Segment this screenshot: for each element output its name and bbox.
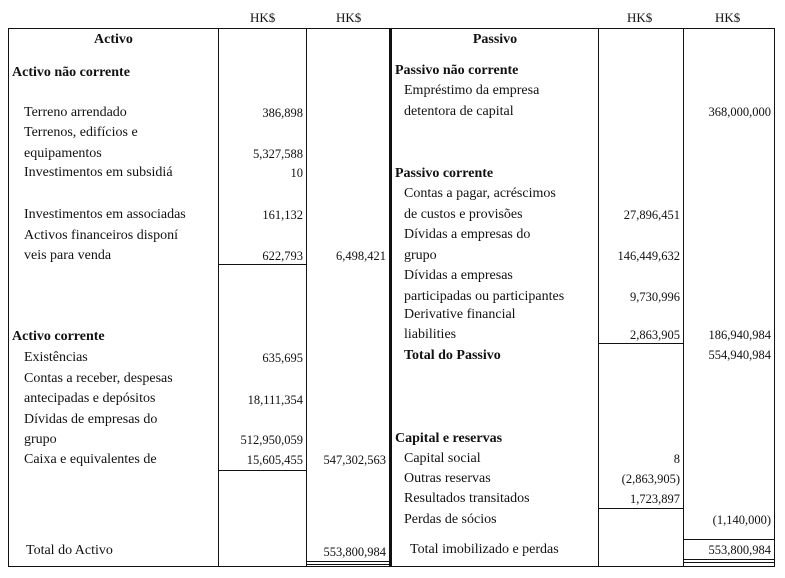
passivo-item-label: liabilities xyxy=(404,327,457,342)
passivo-item-label: Dívidas a empresas xyxy=(404,268,513,283)
total-passivo-label: Total do Passivo xyxy=(404,348,501,363)
capital-item-label: Perdas de sócios xyxy=(404,512,497,527)
activo-item-label: Dívidas de empresas do xyxy=(24,412,158,427)
passivo-item-label: Contas a pagar, acréscimos xyxy=(404,186,556,201)
activo-item-value: 161,132 xyxy=(262,208,303,222)
activo-nao-corrente-heading: Activo não corrente xyxy=(12,65,130,80)
activo-item-value: 386,898 xyxy=(262,106,303,120)
activo-item-value: 512,950,059 xyxy=(240,433,303,447)
activo-item-value: 10 xyxy=(290,166,303,180)
activo-item-value: 622,793 xyxy=(262,249,303,263)
passivo-nao-corrente-heading: Passivo não corrente xyxy=(395,63,519,78)
activo-corrente-total: 547,302,563 xyxy=(323,453,386,467)
passivo-nao-corrente-total: 368,000,000 xyxy=(708,105,771,119)
passivo-item-label: Dívidas a empresas do xyxy=(404,227,531,242)
capital-item-label: Capital social xyxy=(404,451,481,466)
total-activo-value: 553,800,984 xyxy=(323,545,386,559)
activo-item-label: Terreno arrendado xyxy=(24,105,127,120)
capital-item-value: 8 xyxy=(673,452,680,466)
activo-item-label: Caixa e equivalentes de xyxy=(24,452,157,467)
activo-nao-corrente-total: 6,498,421 xyxy=(336,249,386,263)
activo-title: Activo xyxy=(94,32,133,47)
activo-corrente-heading: Activo corrente xyxy=(12,329,105,344)
passivo-item-label: de custos e provisões xyxy=(404,207,523,222)
activo-item-label: grupo xyxy=(24,432,57,447)
total-imobilizado-label: Total imobilizado e perdas xyxy=(410,542,559,557)
total-activo-label: Total do Activo xyxy=(26,543,113,558)
activo-item-label: Contas a receber, despesas xyxy=(24,371,173,386)
passivo-item-value: 2,863,905 xyxy=(630,328,680,342)
activo-item-label: Activos financeiros disponí xyxy=(24,228,178,243)
passivo-corrente-total: 186,940,984 xyxy=(708,328,771,342)
header-hkd-1: HK$ xyxy=(250,10,276,25)
activo-item-label: antecipadas e depósitos xyxy=(24,391,156,406)
passivo-item-value: 146,449,632 xyxy=(617,249,680,263)
capital-item-value: (2,863,905) xyxy=(621,472,680,486)
activo-item-label: equipamentos xyxy=(24,146,102,161)
passivo-item-value: 27,896,451 xyxy=(623,208,680,222)
capital-item-value: 1,723,897 xyxy=(630,492,680,506)
activo-item-label: Terrenos, edifícios e xyxy=(24,125,138,140)
capital-item-label: Resultados transitados xyxy=(404,491,530,506)
activo-item-value: 18,111,354 xyxy=(247,393,303,407)
activo-item-value: 5,327,588 xyxy=(253,147,303,161)
capital-item-value: (1,140,000) xyxy=(712,513,771,527)
passivo-item-label: Derivative financial xyxy=(404,307,516,322)
passivo-item-label: grupo xyxy=(404,248,437,263)
passivo-item-value: 9,730,996 xyxy=(630,290,680,304)
passivo-item-label: Empréstimo da empresa xyxy=(404,83,540,98)
passivo-item-label: participadas ou participantes xyxy=(404,289,565,304)
total-passivo-value: 554,940,984 xyxy=(708,348,771,362)
total-imobilizado-value: 553,800,984 xyxy=(708,543,771,557)
header-hkd-4: HK$ xyxy=(715,10,741,25)
header-hkd-2: HK$ xyxy=(336,10,362,25)
passivo-corrente-heading: Passivo corrente xyxy=(395,166,494,181)
capital-reservas-heading: Capital e reservas xyxy=(395,431,503,446)
header-hkd-3: HK$ xyxy=(627,10,653,25)
activo-item-label: Investimentos em associadas xyxy=(24,207,186,222)
passivo-title: Passivo xyxy=(472,32,518,47)
activo-item-label: Existências xyxy=(24,350,88,365)
capital-item-label: Outras reservas xyxy=(404,471,491,486)
activo-item-value: 635,695 xyxy=(262,351,303,365)
activo-item-label: veis para venda xyxy=(24,248,112,263)
activo-item-label: Investimentos em subsidiá xyxy=(24,165,173,180)
activo-item-value: 15,605,455 xyxy=(246,453,303,467)
passivo-item-label: detentora de capital xyxy=(404,104,514,119)
